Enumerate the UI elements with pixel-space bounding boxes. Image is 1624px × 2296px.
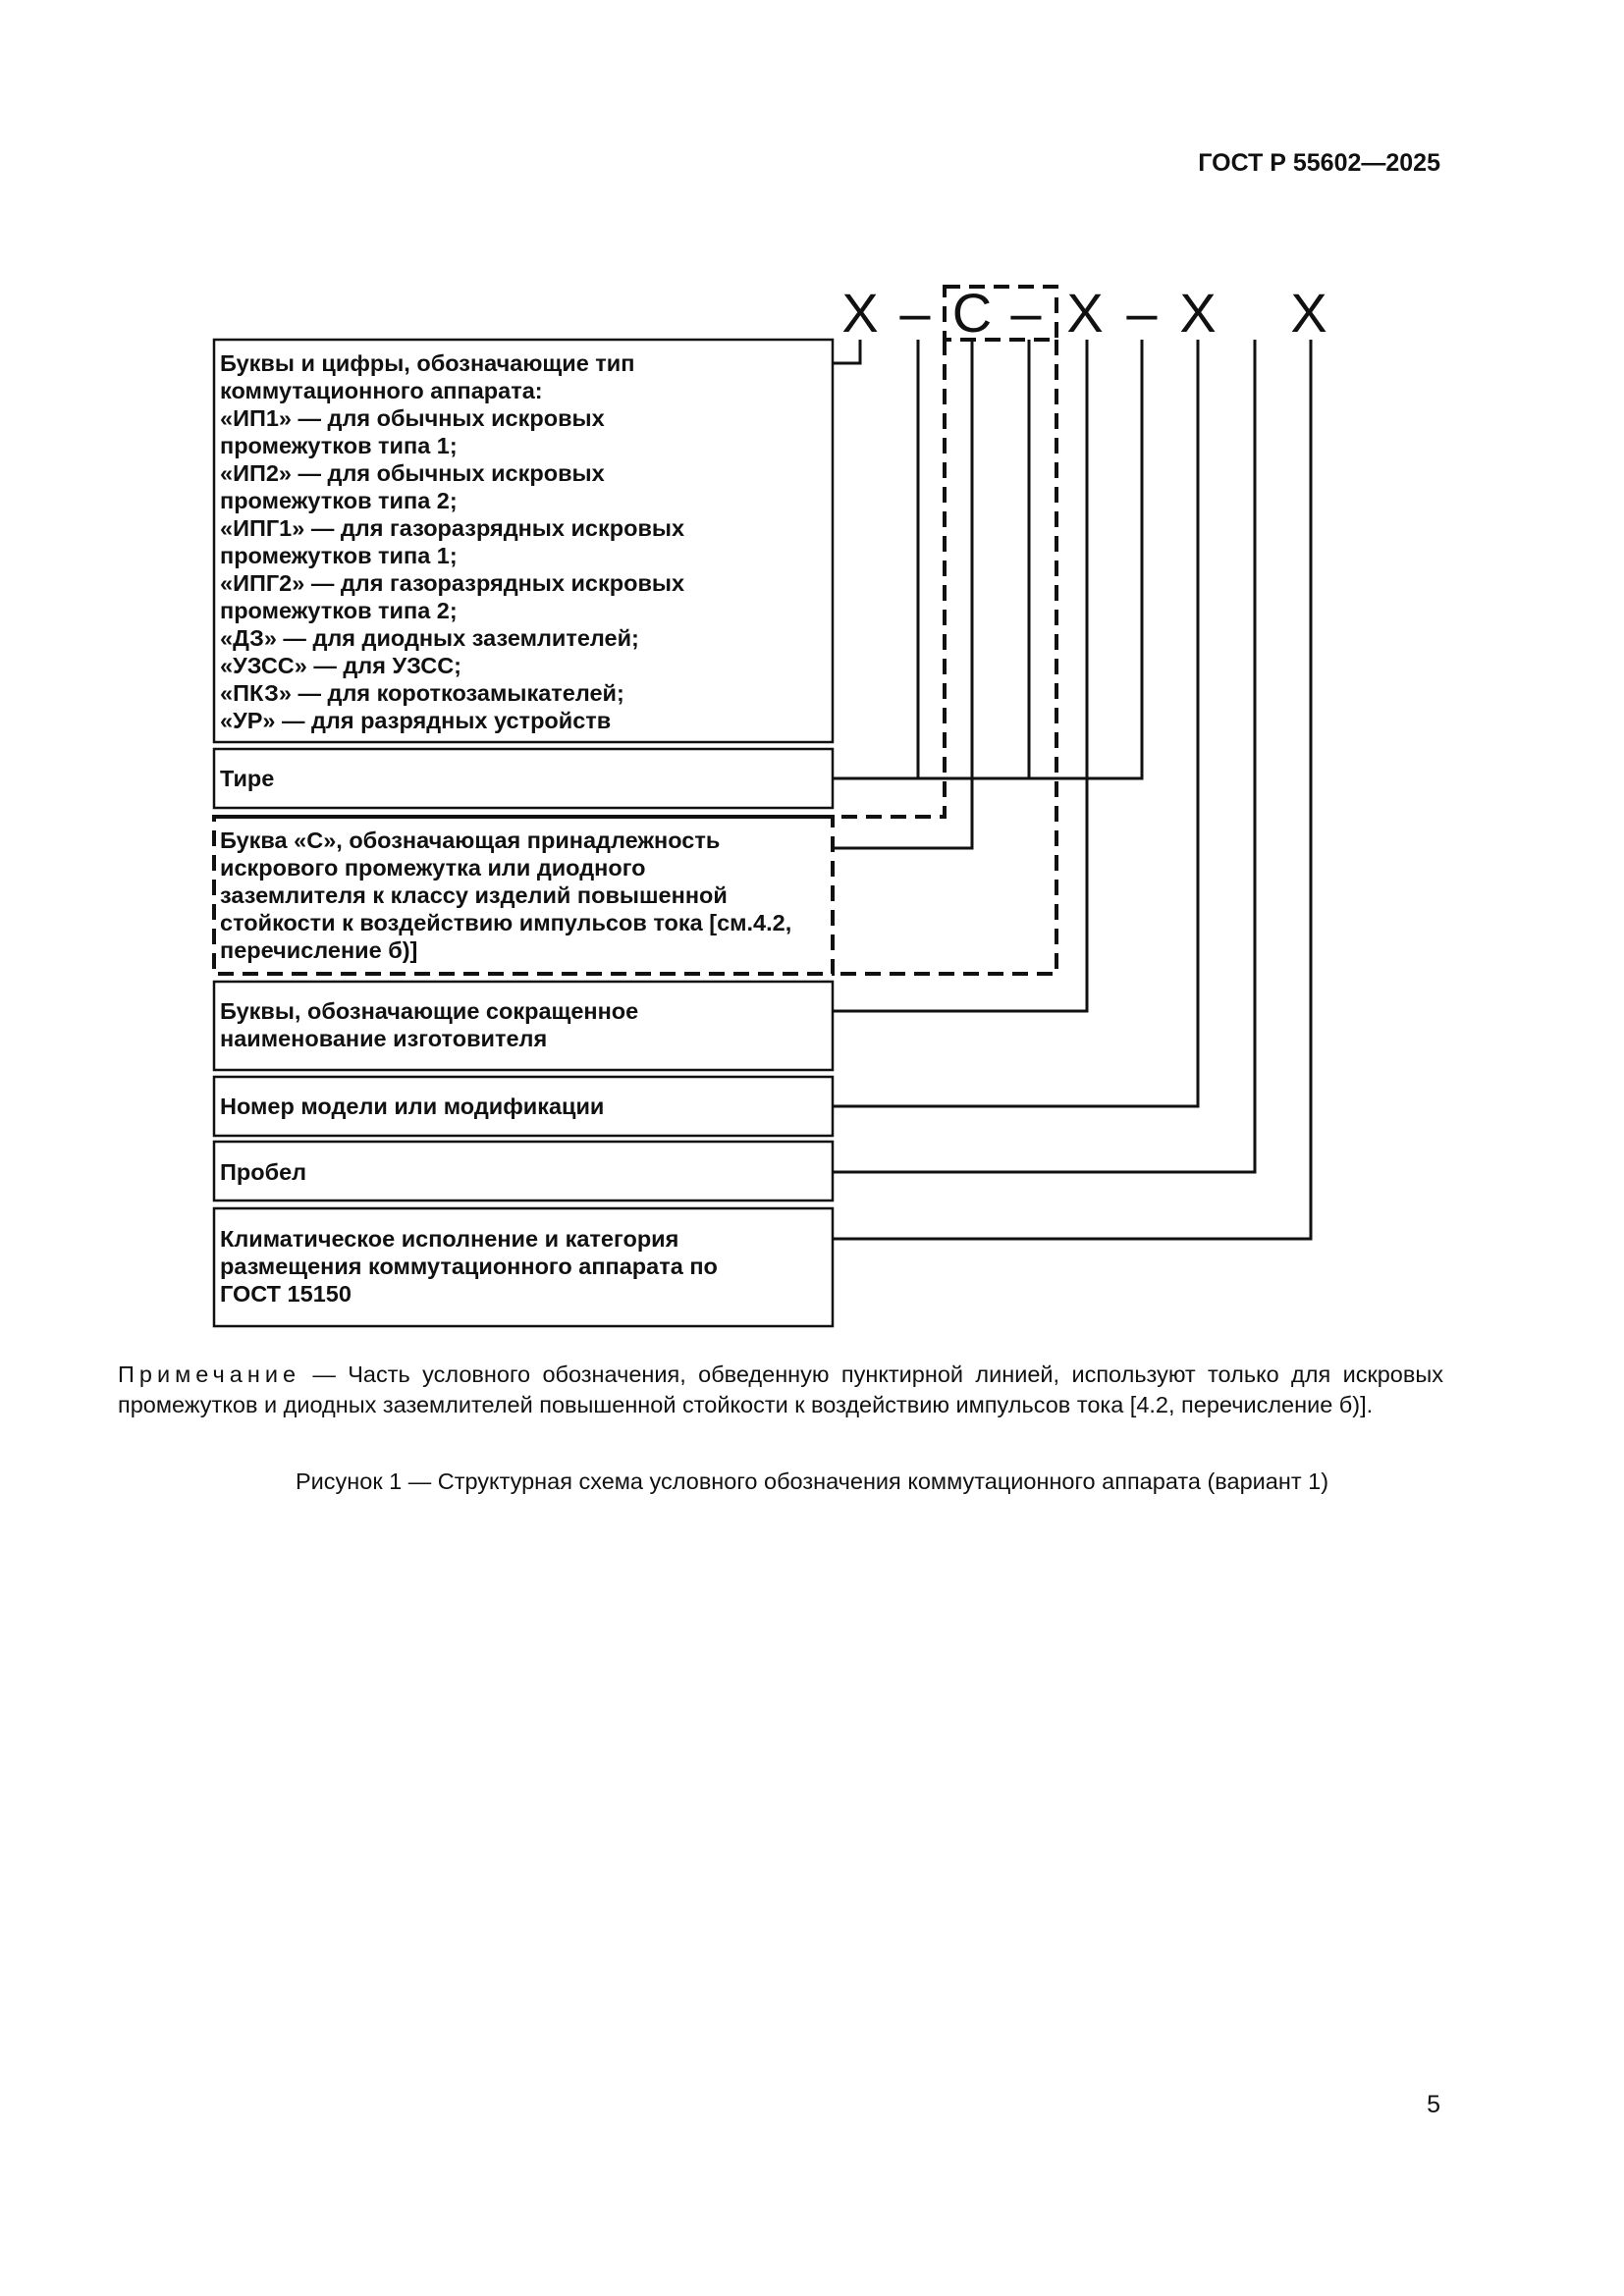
box-line: промежутков типа 2; [220, 488, 458, 513]
box-line: наименование изготовителя [220, 1026, 548, 1051]
box-line: «УР» — для разрядных устройств [220, 708, 612, 733]
box-line: заземлителя к классу изделий повышенной [220, 882, 728, 908]
note-label: Примечание [118, 1362, 301, 1387]
box-space-text [220, 1158, 306, 1186]
symbol-x-manufacturer: X [1066, 282, 1104, 344]
box-line: промежутков типа 1; [220, 433, 458, 458]
box-line: размещения коммутационного аппарата по [220, 1254, 718, 1279]
box-line: промежутков типа 2; [220, 598, 458, 623]
box-line: «ИП1» — для обычных искровых [220, 405, 605, 431]
figure-caption: Рисунок 1 — Структурная схема условного обозначения коммутационного аппарата (вариант 1) [295, 1468, 1329, 1494]
box-line: промежутков типа 1; [220, 543, 458, 568]
figure-note [118, 1360, 1443, 1420]
box-type-text [220, 349, 684, 734]
page-number: 5 [1427, 2091, 1440, 2118]
connector-space [833, 340, 1255, 1172]
box-line: «УЗСС» — для УЗСС; [220, 653, 462, 678]
box-line: «ИП2» — для обычных искровых [220, 460, 605, 486]
box-line: искрового промежутка или диодного [220, 855, 646, 881]
connector-dash [833, 340, 1142, 778]
document-number: ГОСТ Р 55602—2025 [1198, 149, 1440, 177]
box-letter-c-text [220, 827, 791, 964]
box-line: Буква «С», обозначающая принадлежность [220, 828, 721, 853]
box-line: «ИПГ2» — для газоразрядных искровых [220, 570, 685, 596]
symbol-dash-1: – [899, 282, 931, 344]
box-line: «ДЗ» — для диодных заземлителей; [220, 625, 639, 651]
box-line: перечисление б)] [220, 937, 418, 963]
box-space [214, 1142, 833, 1201]
symbol-x-type: X [841, 282, 879, 344]
box-line: коммутационного аппарата: [220, 378, 543, 403]
box-line: Тире [220, 766, 275, 791]
box-line: «ИПГ1» — для газоразрядных искровых [220, 515, 685, 541]
box-dash [214, 749, 833, 808]
box-line: Буквы, обозначающие сокращенное [220, 998, 639, 1024]
box-line: стойкости к воздействию импульсов тока [см.4.2, [220, 910, 792, 935]
connector-c [833, 340, 972, 848]
box-line: Буквы и цифры, обозначающие тип [220, 350, 635, 376]
symbol-dash-2: – [1010, 282, 1042, 344]
note-text: — Часть условного обозначения, обведенную пунктирной линией, используют только для искровых промежутков и диодных заземлителей повышенной стойкости к воздействию импульсов тока [4.2, перечисление б)]. [118, 1362, 1443, 1417]
connector-climate [833, 340, 1311, 1239]
box-line: ГОСТ 15150 [220, 1281, 352, 1307]
dashed-link-right [833, 340, 1056, 974]
box-manufacturer-text [220, 997, 638, 1052]
box-line: «ПКЗ» — для короткозамыкателей; [220, 680, 624, 706]
symbol-c: C [951, 282, 993, 344]
box-line: Номер модели или модификации [220, 1094, 605, 1119]
box-model-text [220, 1093, 604, 1120]
box-line: Пробел [220, 1159, 307, 1185]
box-dash-text [220, 765, 274, 792]
box-climate-text [220, 1225, 718, 1308]
symbol-dash-3: – [1126, 282, 1158, 344]
symbol-x-model: X [1179, 282, 1217, 344]
symbol-x-climate: X [1290, 282, 1327, 344]
connector-manufacturer [833, 340, 1087, 1011]
box-line: Климатическое исполнение и категория [220, 1226, 679, 1252]
